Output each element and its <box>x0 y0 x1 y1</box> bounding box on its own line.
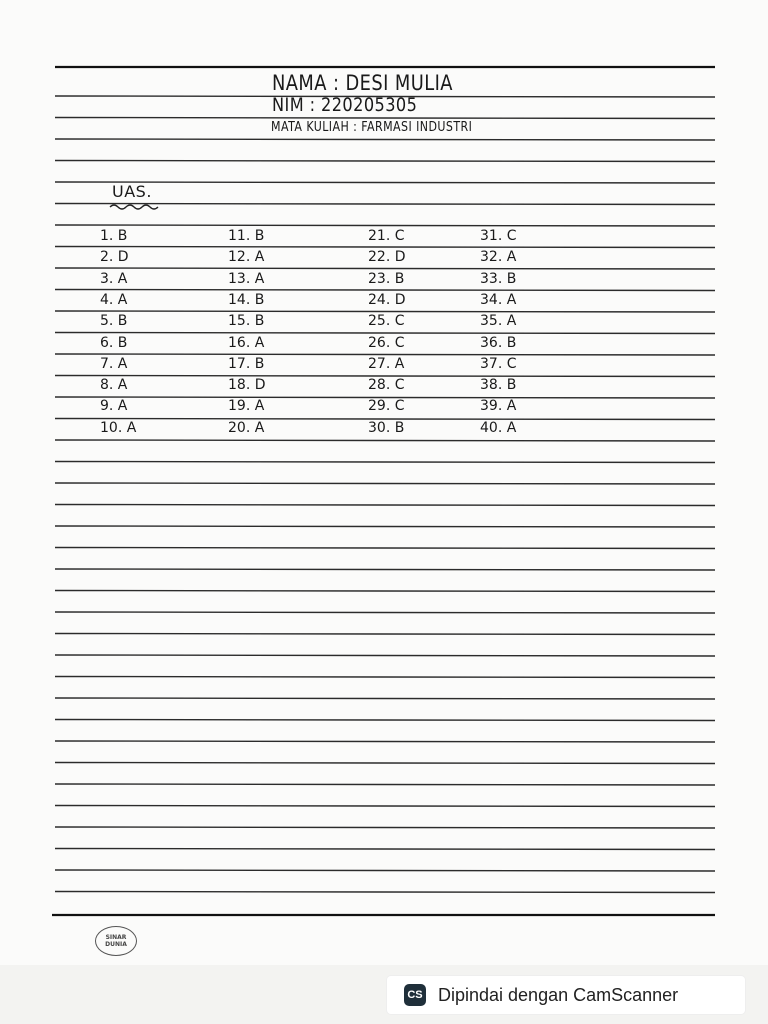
course-name: MATA KULIAH : FARMASI INDUSTRI <box>271 120 473 135</box>
answer-item: 8. A <box>100 377 128 394</box>
answer-item: 11. B <box>228 228 265 244</box>
section-title: UAS. <box>112 182 152 201</box>
answer-item: 37. C <box>480 355 517 372</box>
answer-item: 1. B <box>100 228 128 244</box>
answer-item: 6. B <box>100 334 128 351</box>
answer-item: 24. D <box>368 291 406 308</box>
answer-item: 10. A <box>100 419 137 436</box>
answer-item: 28. C <box>368 377 405 394</box>
answer-item: 20. A <box>228 419 265 436</box>
camscanner-icon: CS <box>404 984 426 1006</box>
student-name: NAMA : DESI MULIA <box>272 71 453 95</box>
answer-item: 12. A <box>228 249 265 266</box>
answer-item: 18. D <box>228 377 266 394</box>
answer-item: 40. A <box>480 419 517 436</box>
title-underline <box>108 202 168 210</box>
answer-item: 14. B <box>228 291 265 308</box>
answer-item: 5. B <box>100 313 128 330</box>
answer-item: 39. A <box>480 398 517 415</box>
answer-item: 29. C <box>368 398 405 415</box>
answer-item: 27. A <box>368 355 405 372</box>
camscanner-watermark <box>387 976 745 1014</box>
answer-item: 32. A <box>480 249 517 266</box>
answer-item: 25. C <box>368 313 405 330</box>
answer-item: 9. A <box>100 398 128 415</box>
answer-item: 7. A <box>100 355 128 372</box>
answer-item: 30. B <box>368 419 405 436</box>
notebook-brand-logo: SINAR DUNIA <box>95 926 137 956</box>
answer-item: 17. B <box>228 355 265 372</box>
answer-item: 19. A <box>228 398 265 415</box>
answer-item: 26. C <box>368 334 405 351</box>
answer-item: 31. C <box>480 228 517 244</box>
answer-item: 36. B <box>480 334 517 351</box>
answer-item: 3. A <box>100 270 128 287</box>
watermark-text: Dipindai dengan CamScanner <box>438 984 679 1005</box>
answer-item: 22. D <box>368 249 406 266</box>
student-nim: NIM : 220205305 <box>272 94 418 116</box>
answer-item: 2. D <box>100 249 129 266</box>
answer-item: 4. A <box>100 291 128 308</box>
answer-item: 15. B <box>228 313 265 330</box>
answer-item: 16. A <box>228 334 265 351</box>
answer-item: 13. A <box>228 270 265 287</box>
answer-item: 34. A <box>480 291 517 308</box>
answer-item: 21. C <box>368 228 405 244</box>
answer-item: 35. A <box>480 313 517 330</box>
answer-item: 23. B <box>368 270 405 287</box>
answer-item: 33. B <box>480 270 517 287</box>
answer-item: 38. B <box>480 377 517 394</box>
